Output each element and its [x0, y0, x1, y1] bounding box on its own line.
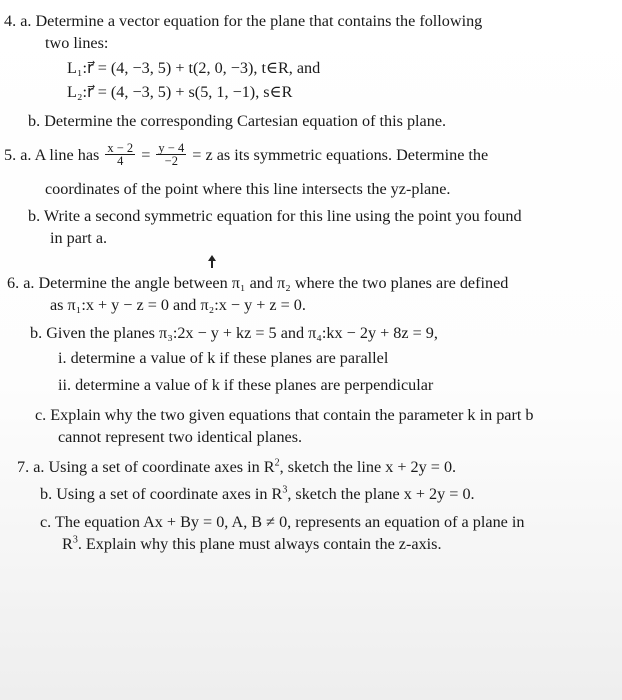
q5-fraction-y: [156, 142, 186, 167]
q4-b: b. Determine the corresponding Cartesian equation of this plane.: [28, 112, 447, 130]
q5-frac2-numerator: y − 4: [158, 141, 185, 155]
q5-equals: =: [141, 146, 151, 165]
mouse-cursor-icon: [207, 255, 217, 269]
q7-a: [17, 457, 456, 477]
q5-fraction-x: [105, 142, 135, 167]
q7-a-prefix: 7. a. Using a set of coordinate axes in R: [17, 458, 275, 476]
q7-c-line2: [62, 534, 442, 554]
q7-c-superscript: 3: [72, 534, 78, 546]
q5-frac1-denominator: 4: [117, 154, 124, 168]
q6-a-line1: 6. a. Determine the angle between π₁ and π₂ where the two planes are defined: [7, 274, 509, 292]
q6-a-line2: as π₁:x + y − z = 0 and π₂:x − y + z = 0.: [50, 296, 306, 314]
q5-b-line1: b. Write a second symmetric equation for this line using the point you found: [28, 207, 522, 225]
q6-b-i: i. determine a value of k if these planes are parallel: [58, 349, 389, 367]
q5-frac2-denominator: −2: [164, 154, 178, 168]
q4-l2-equation: L₂:r⃗ = (4, −3, 5) + s(5, 1, −1), s∈R: [67, 83, 293, 101]
q7-c-line1: c. The equation Ax + By = 0, A, B ≠ 0, represents an equation of a plane in: [40, 513, 525, 531]
q4-a-line2: two lines:: [45, 34, 109, 52]
q5-frac1-numerator: x − 2: [107, 141, 134, 155]
q6-c-line1: c. Explain why the two given equations that contain the parameter k in part b: [35, 406, 534, 424]
q5-a-line2: coordinates of the point where this line intersects the yz-plane.: [45, 180, 451, 198]
q7-b-suffix: , sketch the plane x + 2y = 0.: [287, 485, 475, 503]
q4-a-line1: 4. a. Determine a vector equation for the plane that contains the following: [4, 12, 483, 30]
q5-a-suffix: = z as its symmetric equations. Determine the: [192, 146, 489, 165]
q5-a-line1: [4, 141, 489, 169]
q7-a-suffix: , sketch the line x + 2y = 0.: [279, 458, 457, 476]
q6-b-ii: ii. determine a value of k if these planes are perpendicular: [58, 376, 434, 394]
q4-l1-equation: L₁:r⃗ = (4, −3, 5) + t(2, 0, −3), t∈R, and: [67, 59, 321, 77]
q7-a-superscript: 2: [274, 457, 280, 469]
q7-b-superscript: 3: [282, 484, 288, 496]
q5-b-line2: in part a.: [50, 229, 108, 247]
q6-c-line2: cannot represent two identical planes.: [58, 428, 303, 446]
q7-c-line2-prefix: R: [62, 535, 73, 553]
q6-b-line1: b. Given the planes π₃:2x − y + kz = 5 and π₄:kx − 2y + 8z = 9,: [30, 324, 438, 342]
q7-c-line2-suffix: . Explain why this plane must always contain the z-axis.: [77, 535, 442, 553]
q7-b-prefix: b. Using a set of coordinate axes in R: [40, 485, 283, 503]
q7-b: [40, 484, 475, 504]
q5-a-prefix: 5. a. A line has: [4, 146, 100, 165]
